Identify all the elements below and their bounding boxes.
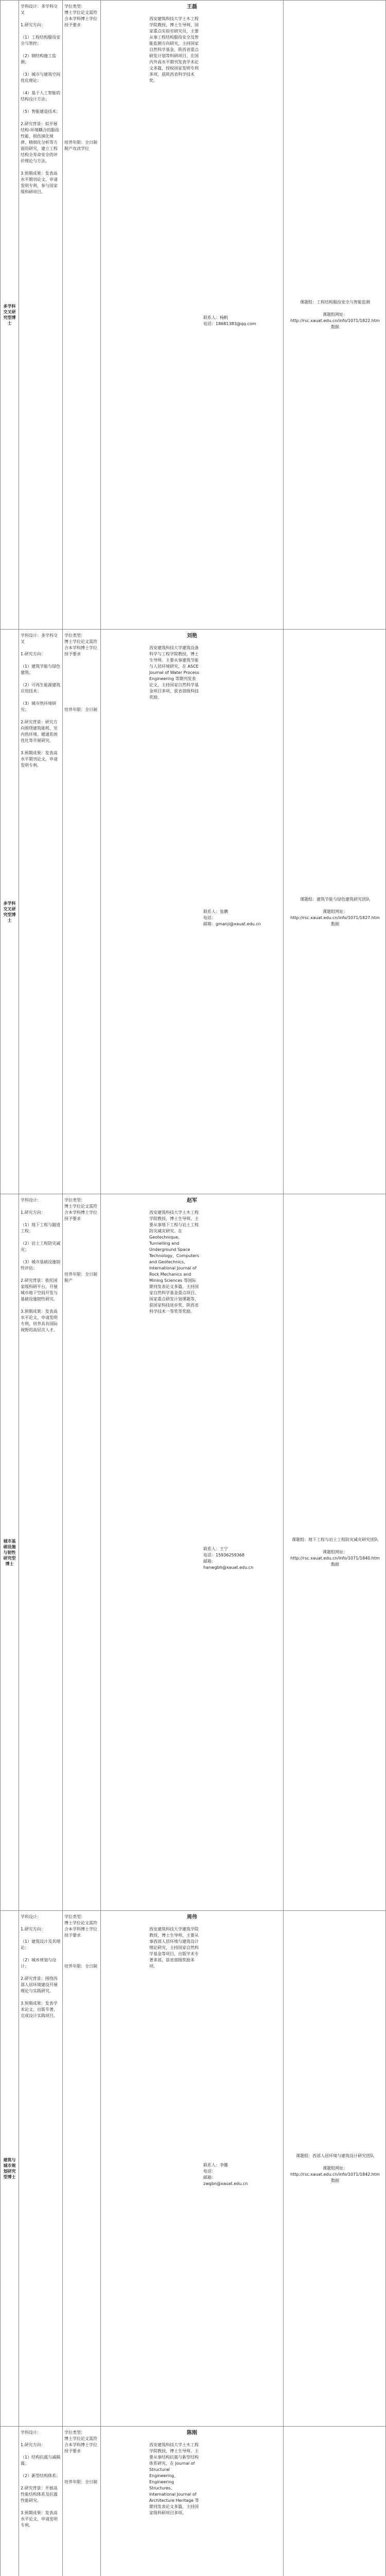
- description-line: [21, 713, 61, 719]
- project-title: 城市基础设施与韧性研究型博士: [1, 1194, 19, 1910]
- requirements-line: [64, 1247, 99, 1253]
- requirements-line: 学位类型：: [64, 2430, 85, 2435]
- requirements-line: [64, 96, 99, 103]
- requirements-line: [64, 90, 99, 96]
- requirements-line: 培养年限：全日制: [64, 707, 97, 712]
- group-line: 课题组网址：: [323, 909, 347, 914]
- description-line: 3.预期成果：发表高水平论文，申请发明专利。: [21, 2511, 58, 2528]
- contact-line: 电话：18681383@qq.com: [203, 321, 256, 326]
- advisor-name: 陈刚: [187, 2430, 197, 2436]
- requirements-line: [64, 1228, 99, 1234]
- description-line: 3.预期成果：发表学术论文，出版专著，完成设计实践项目。: [21, 2001, 58, 2018]
- requirements-line: [64, 28, 99, 35]
- requirements-line: [64, 1939, 99, 1945]
- group-link[interactable]: http://rsc.xauat.edu.cn/info/1071/1827.htm: [290, 915, 380, 920]
- contact-line: 联系人：杨帆: [203, 315, 228, 320]
- description-line: [21, 65, 61, 72]
- requirements-line: [64, 109, 99, 115]
- description-line: [21, 2504, 61, 2510]
- requirements-line: 学位类型：: [64, 4, 85, 9]
- group-line: 课题组网址：: [323, 2166, 347, 2171]
- advisor-contact: [201, 13, 284, 629]
- project-title: 多学科交叉研究型博士: [1, 630, 19, 1194]
- description-line: [21, 744, 61, 750]
- description-line: （2）岩土工程防灾减灾；: [21, 1241, 61, 1252]
- requirements-line: [64, 72, 99, 78]
- description-line: [21, 1920, 61, 1926]
- table-row: [0, 629, 386, 1194]
- requirements-line: [64, 1241, 99, 1247]
- description-line: （5）智能建造技术；: [21, 109, 61, 114]
- advisor-bio-paragraph: 西安建筑科技大学建筑学院教授，博士生导师，主要从事西部人居环境与建筑设计理论研究，主持国家自然科学基金等项目，出版学术专著多部，获省部级奖励多项。: [149, 1927, 199, 1969]
- description-line: 学科设计：: [21, 2430, 41, 2435]
- description-line: [21, 115, 61, 121]
- group-info: [284, 2427, 386, 2576]
- description-line: （2）可再生能源建筑应用技术；: [21, 683, 61, 693]
- requirements-line: [64, 1253, 99, 1259]
- requirements-line: 学位类型：: [64, 633, 85, 638]
- description-line: 学科设计：多学科交叉: [21, 633, 58, 644]
- requirements-line: 博士学位论文需符合本学科博士学位授予要求: [64, 1204, 97, 1221]
- project-description: [19, 1, 63, 629]
- requirements-line: [64, 78, 99, 84]
- group-line: 课题组：地下工程与岩土工程防灾减灾研究团队: [292, 1537, 378, 1542]
- requirements-line: 培养年限：全日制脱产: [64, 1272, 97, 1283]
- description-line: [21, 1302, 61, 1309]
- description-line: [21, 1951, 61, 1957]
- description-line: （1）建筑设计及其理论；: [21, 1939, 61, 1950]
- contact-line: 邮箱：gmanji@xauat.edu.cn: [203, 921, 261, 926]
- description-line: 1.研究方向：: [21, 652, 45, 656]
- requirements-line: 博士学位论文需符合本学科博士学位授予要求: [64, 1921, 97, 1938]
- table-row: [0, 2426, 386, 2576]
- project-title: 多学科交叉研究型博士: [1, 1, 19, 629]
- table-row: [0, 0, 386, 629]
- advisor-cell: [101, 1, 284, 629]
- description-line: [21, 1994, 61, 2001]
- advisor-name: 王磊: [187, 4, 197, 10]
- description-line: （4）基于人工智能的结构设计方法；: [21, 91, 61, 101]
- group-line: 数据: [331, 921, 339, 926]
- requirements-line: [64, 657, 99, 664]
- description-line: [21, 2436, 61, 2442]
- group-link[interactable]: http://rsc.xauat.edu.cn/info/1071/1840.htm: [290, 1556, 380, 1561]
- advisor-cell: [101, 630, 284, 1194]
- group-line: 数据: [331, 325, 339, 329]
- description-line: [21, 16, 61, 22]
- advisor-contact: [201, 2439, 284, 2576]
- contact-line: zwgbn@xauat.edu.cn: [203, 2181, 248, 2186]
- contact-line: 联系人：王宁: [203, 1547, 228, 1551]
- requirements-line: [64, 670, 99, 676]
- project-title: 建筑与城市规划研究型博士: [1, 1911, 19, 2426]
- project-requirements: [63, 2427, 101, 2576]
- requirements-line: [64, 2473, 99, 2479]
- advisor-contact: [201, 1207, 284, 1910]
- group-link[interactable]: http://rsc.xauat.edu.cn/info/1071/1842.htm: [290, 2172, 380, 2177]
- description-line: [21, 676, 61, 682]
- contact-line: 邮箱：: [203, 1559, 216, 1564]
- description-line: （1）结构抗震与减隔震；: [21, 2455, 61, 2466]
- requirements-line: [64, 133, 99, 140]
- requirements-line: 博士学位论文需符合本学科博士学位授予要求: [64, 639, 97, 656]
- table-row: [0, 1194, 386, 1910]
- requirements-line: 博士学位论文需符合本学科博士学位授予要求: [64, 2436, 97, 2453]
- description-line: [21, 1272, 61, 1278]
- advisor-bio: [147, 1923, 201, 2426]
- advisor-bio: [147, 13, 201, 629]
- contact-line: 电话：: [203, 2169, 216, 2174]
- group-line: 课题组网址：: [323, 1550, 347, 1554]
- contact-line: 联系人：李娜: [203, 2163, 228, 2167]
- group-info: [284, 1, 386, 629]
- advisor-cell: [101, 1911, 284, 2426]
- requirements-line: [64, 65, 99, 72]
- requirements-line: 培养年限：全日制: [64, 2480, 97, 2484]
- requirements-line: [64, 694, 99, 701]
- description-line: [21, 28, 61, 35]
- description-line: 1.研究方向：: [21, 2443, 45, 2447]
- requirements-line: [64, 127, 99, 133]
- group-line: [335, 306, 336, 312]
- advisor-contact: [201, 642, 284, 1194]
- project-description: [19, 1194, 63, 1910]
- requirements-line: [64, 1265, 99, 1272]
- group-line: 课题组：西部人居环境与建筑设计研究团队: [296, 2154, 374, 2158]
- advisor-name: 刘艳: [187, 633, 197, 639]
- description-line: [21, 164, 61, 171]
- project-requirements: [63, 1, 101, 629]
- description-line: 学科设计：多学科交叉: [21, 4, 58, 15]
- description-line: [21, 103, 61, 109]
- description-line: [21, 694, 61, 701]
- requirements-line: [64, 103, 99, 109]
- description-line: [21, 2467, 61, 2473]
- table-row: [0, 1910, 386, 2426]
- group-line: 课题组：建筑节能与绿色建筑研究团队: [300, 896, 370, 902]
- advisor-bio-paragraph: 西安建筑科技大学土木工程学院教授，博士生导师，主要从事地下工程与岩土工程防灾减灾研究。在 Geotechnique、Tunnelling and Underground Space Technology、Computers and Geotechnics、International Journal of Rock Mechanics and Mining Sciences 等国际期刊发表论文多篇，主持国家自然科学基金重点项目、国家重点研发计划课题等，获国家科技进步奖、陕西省科学技术一等奖等奖励。: [149, 1210, 199, 1314]
- group-line: [335, 2159, 336, 2165]
- description-line: （3）城市热环境研究；: [21, 701, 57, 712]
- requirements-line: [64, 1951, 99, 1957]
- group-line: 课题组：工程结构服役安全与智能监测: [300, 300, 370, 304]
- requirements-line: [64, 688, 99, 694]
- project-title: [1, 2427, 19, 2576]
- description-line: 学科设计：: [21, 1914, 41, 1919]
- description-line: [21, 1253, 61, 1259]
- group-link[interactable]: http://rsc.xauat.edu.cn/info/1071/1822.htm: [290, 318, 380, 323]
- requirements-line: [64, 676, 99, 682]
- advisor-bio: [147, 2439, 201, 2576]
- requirements-line: [64, 115, 99, 121]
- advisor-bio-paragraph: 西安建筑科技大学土木工程学院教授，博士生导师，国家重点实验室研究员，主要从事工程结构服役安全及智能监测方向研究，主持国家自然科学基金、陕西省重点研发计划等科研项目，在国内外高水平期刊发表学术论文多篇，授权国家发明专利多项，获陕西省科学技术奖。: [149, 16, 199, 83]
- requirements-line: 学位类型：: [64, 1198, 85, 1202]
- group-info: [284, 1194, 386, 1910]
- description-line: （1）工程结构服役安全与管控；: [21, 35, 61, 46]
- advisor-bio: [147, 1207, 201, 1910]
- description-line: 1.研究方向：: [21, 1927, 45, 1931]
- description-line: （2）新型结构体系；: [21, 2473, 61, 2478]
- project-description: [19, 630, 63, 1194]
- requirements-line: [64, 121, 99, 127]
- description-line: [21, 645, 61, 651]
- group-line: 课题组网址：: [323, 312, 347, 317]
- requirements-line: [64, 1259, 99, 1265]
- requirements-line: [64, 84, 99, 90]
- requirements-line: [64, 1957, 99, 1963]
- description-line: （3）城市基础设施韧性评估；: [21, 1260, 61, 1270]
- description-line: 3.预期成果：发表高水平期刊论文，申请发明专利，参与国家级科研项目。: [21, 171, 58, 194]
- group-info: [284, 1911, 386, 2426]
- description-line: [21, 2479, 61, 2485]
- description-line: [21, 2448, 61, 2454]
- description-line: 2.研究背景：依托国家级科研平台，开展城市地下空间开发与基础设施韧性研究。: [21, 1278, 58, 1301]
- requirements-line: 学位类型：: [64, 1914, 85, 1919]
- description-line: [21, 1204, 61, 1210]
- description-line: [21, 1216, 61, 1222]
- description-line: 3.预期成果：发表高水平期刊论文，申请发明专利。: [21, 751, 58, 768]
- requirements-line: [64, 35, 99, 41]
- description-line: 学科设计：: [21, 1198, 41, 1202]
- advisor-contact: [201, 1923, 284, 2426]
- description-line: [21, 1970, 61, 1976]
- requirements-line: [64, 1234, 99, 1241]
- advisor-cell: [101, 2427, 284, 2576]
- project-description: [19, 1911, 63, 2426]
- requirements-line: [64, 41, 99, 47]
- description-line: 2.研究背景：围绕西部人居环境建设开展理论与实践研究。: [21, 1976, 58, 1993]
- group-line: [335, 903, 336, 909]
- requirements-line: [64, 47, 99, 53]
- requirements-line: 培养年限：全日制脱产攻读学位: [64, 140, 97, 151]
- description-line: （3）城市与建筑空间优化理论；: [21, 72, 61, 83]
- advisor-cell: [101, 1194, 284, 1910]
- advisor-name: 赵军: [187, 1198, 197, 1204]
- advisor-bio-paragraph: 西安建筑科技大学土木工程学院教授，博士生导师，主要从事结构抗震与新型结构体系研究，在 Journal of Structural Engineering、Engineering Structures、International Journal of Architecture Heritage 等期刊发表论文多篇，主持国家级科研项目多项。: [149, 2443, 199, 2515]
- advisor-bio-paragraph: 西安建筑科技大学建筑设备科学与工程学院教授，博士生导师。主要从事建筑节能与人居环境研究，在 ASCE Journal of Water Process Engineering 等期刊发表论文，主持国家自然科学基金项目多项，获省部级科技奖励。: [149, 646, 200, 700]
- requirements-line: 培养年限：全日制: [64, 1964, 97, 1969]
- description-line: 1.研究方向：: [21, 1210, 45, 1215]
- group-line: 数据: [331, 2178, 339, 2183]
- requirements-line: [64, 2467, 99, 2473]
- requirements-line: [64, 53, 99, 59]
- requirements-line: [64, 2461, 99, 2467]
- advisor-name: 周伟: [187, 1914, 197, 1920]
- requirements-line: [64, 59, 99, 65]
- group-info: [284, 630, 386, 1194]
- requirements-line: [64, 664, 99, 670]
- description-line: （2）钢结构施工监测；: [21, 54, 57, 64]
- contact-line: 电话：15936259368: [203, 1553, 244, 1557]
- description-line: （1）地下工程与隧道工程；: [21, 1223, 61, 1233]
- project-requirements: [63, 1194, 101, 1910]
- requirements-line: [64, 1222, 99, 1228]
- description-line: [21, 84, 61, 90]
- requirements-line: [64, 701, 99, 707]
- contact-line: 邮箱：: [203, 2175, 216, 2180]
- requirements-line: [64, 682, 99, 688]
- group-line: [335, 1543, 336, 1549]
- requirements-line: [64, 1945, 99, 1951]
- contact-line: hanwgbh@xauat.edu.cn: [203, 1565, 254, 1570]
- description-line: 2.研究背景：研究方向围绕建筑能耗、室内热环境、暖通系统优化等开展研究。: [21, 720, 58, 743]
- description-line: 2.研究背景：拟开展结构-环境耦合的服役性能、损伤演化规律、精细化分析等方面的研究，建立工程结构全寿命安全的评价理论与方法。: [21, 122, 59, 163]
- project-requirements: [63, 630, 101, 1194]
- advisor-bio: [147, 642, 201, 1194]
- contact-line: 电话：: [203, 915, 216, 920]
- project-description: [19, 2427, 63, 2576]
- description-line: （2）城乡规划与设计；: [21, 1958, 57, 1969]
- description-line: [21, 1933, 61, 1939]
- description-line: 3.预期成果：发表高水平论文，申请发明专利，培养具有国际视野的高层次人才。: [21, 1309, 58, 1332]
- requirements-line: 博士学位论文需符合本学科博士学位授予要求: [64, 10, 97, 27]
- group-line: 数据: [331, 1562, 339, 1567]
- description-line: [21, 1234, 61, 1241]
- description-line: [21, 657, 61, 664]
- project-requirements: [63, 1911, 101, 2426]
- contact-line: 联系人：张鹏: [203, 909, 228, 914]
- description-line: （1）建筑节能与绿色建筑；: [21, 664, 61, 675]
- description-line: [21, 47, 61, 53]
- description-line: 2.研究背景：开展高性能结构体系及抗震性能研究。: [21, 2486, 58, 2503]
- description-line: 1.研究方向：: [21, 23, 45, 27]
- requirements-line: [64, 2454, 99, 2461]
